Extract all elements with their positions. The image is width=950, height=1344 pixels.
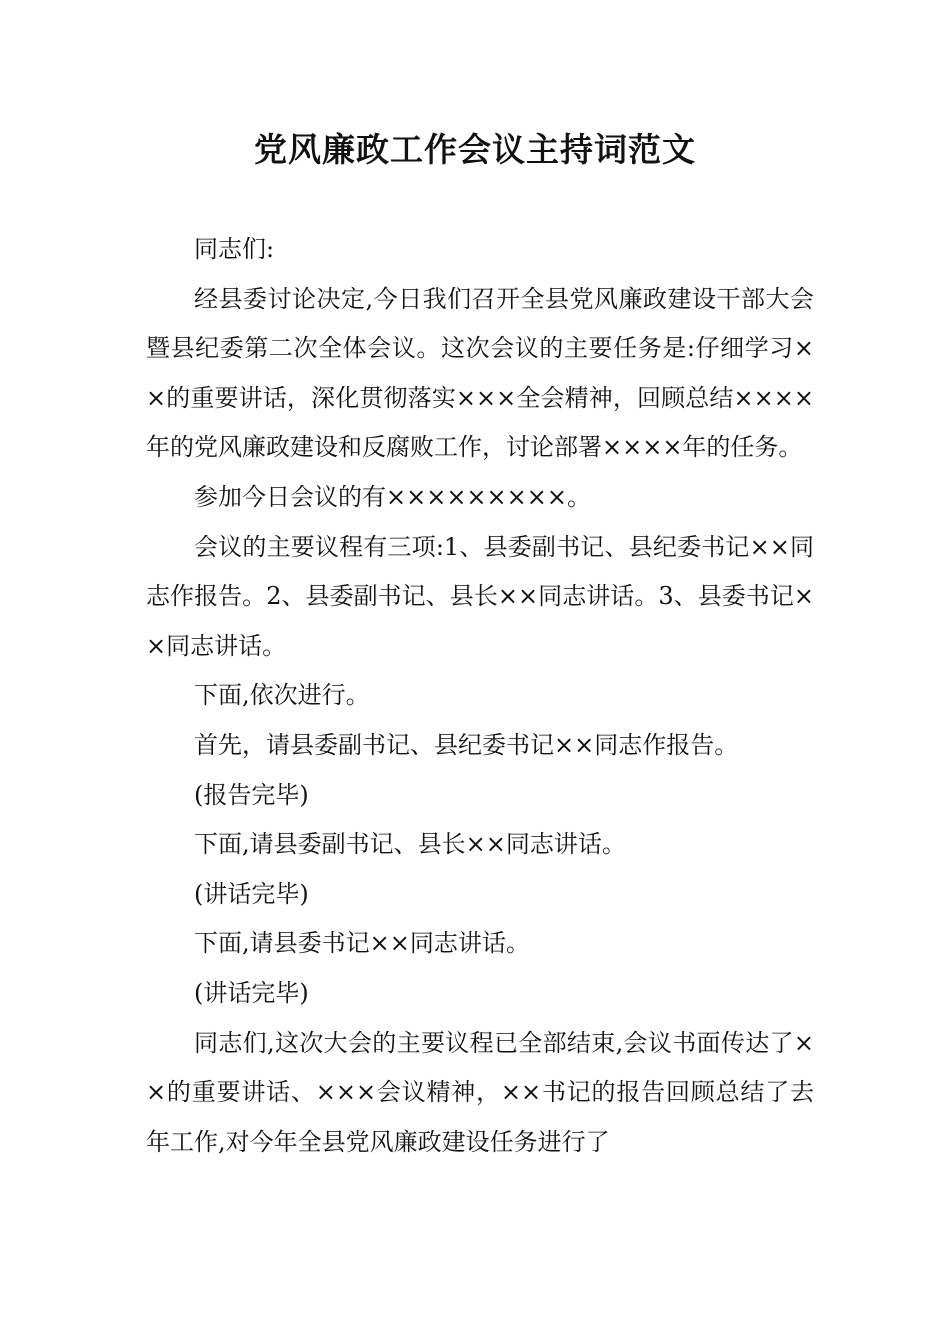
paragraph-first-report: 首先，请县委副书记、县纪委书记××同志作报告。 xyxy=(194,730,739,759)
paragraph-speech-done-1: (讲话完毕) xyxy=(194,879,309,908)
paragraph-proceed: 下面,依次进行。 xyxy=(194,681,370,710)
paragraph-speech-done-2: (讲话完毕) xyxy=(194,978,309,1007)
document-body xyxy=(146,225,814,1167)
paragraph-closing-summary: 同志们,这次大会的主要议程已全部结束,会议书面传达了××的重要讲话、×××会议精神，××书记的报告回顾总结了去年工作,对今年全县党风廉政建设任务进行了 xyxy=(146,1028,814,1156)
paragraph-agenda: 会议的主要议程有三项:1、县委副书记、县纪委书记××同志作报告。2、县委副书记、县长××同志讲话。3、县委书记××同志讲话。 xyxy=(146,532,814,660)
paragraph-greeting: 同志们: xyxy=(194,235,275,263)
paragraph-meeting-purpose: 经县委讨论决定,今日我们召开全县党风廉政建设干部大会暨县纪委第二次全体会议。这次会议的主要任务是:仔细学习××的重要讲话，深化贯彻落实×××全会精神，回顾总结××××年的党风廉政建设和反腐败工作，讨论部署××××年的任务。 xyxy=(146,284,814,462)
paragraph-county-head-speech: 下面,请县委副书记、县长××同志讲话。 xyxy=(194,830,626,859)
paragraph-report-done: (报告完毕) xyxy=(194,780,309,809)
paragraph-attendees: 参加今日会议的有×××××××××。 xyxy=(194,482,591,511)
paragraph-secretary-speech: 下面,请县委书记××同志讲话。 xyxy=(194,929,530,958)
document-title: 党风廉政工作会议主持词范文 xyxy=(254,130,696,169)
